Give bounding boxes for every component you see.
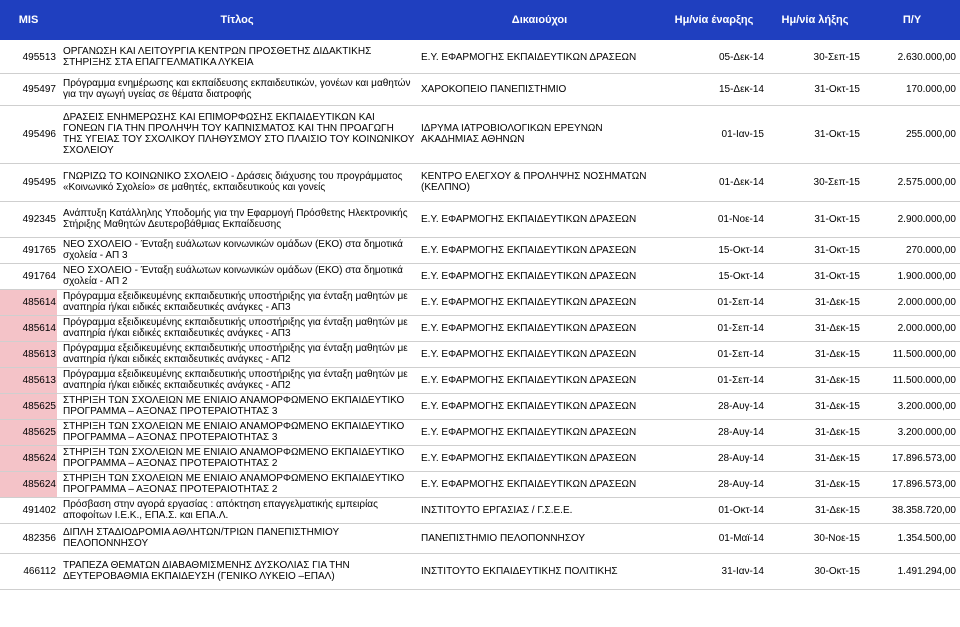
start-date-cell: 15-Οκτ-14 <box>662 263 766 289</box>
start-date-cell: 28-Αυγ-14 <box>662 471 766 497</box>
table-row <box>0 163 960 201</box>
title-cell: ΝΕΟ ΣΧΟΛΕΙΟ - Ένταξη ευάλωτων κοινωνικών ομάδων (ΕΚΟ) στα δημοτικά σχολεία - ΑΠ 3 <box>57 237 417 263</box>
title-cell: Πρόγραμμα εξειδικευμένης εκπαιδευτικής υποστήριξης για ένταξη μαθητών με αναπηρία ή/και ειδικές εκπαιδευτικές ανάγκες - ΑΠ3 <box>57 289 417 315</box>
start-date-cell: 01-Σεπ-14 <box>662 367 766 393</box>
mis-cell: 485614 <box>0 315 57 341</box>
end-date-cell: 31-Οκτ-15 <box>766 237 864 263</box>
title-cell: ΣΤΗΡΙΞΗ ΤΩΝ ΣΧΟΛΕΙΩΝ ΜΕ ΕΝΙΑΙΟ ΑΝΑΜΟΡΦΩΜΕΝΟ ΕΚΠΑΙΔΕΥΤΙΚΟ ΠΡΟΓΡΑΜΜΑ – ΑΞΟΝΑΣ ΠΡΟΤΕΡΑΙΟΤΗΤΑΣ 2 <box>57 471 417 497</box>
end-date-cell: 30-Σεπ-15 <box>766 163 864 201</box>
budget-cell: 2.630.000,00 <box>864 41 960 73</box>
end-date-cell: 31-Δεκ-15 <box>766 289 864 315</box>
title-cell: ΣΤΗΡΙΞΗ ΤΩΝ ΣΧΟΛΕΙΩΝ ΜΕ ΕΝΙΑΙΟ ΑΝΑΜΟΡΦΩΜΕΝΟ ΕΚΠΑΙΔΕΥΤΙΚΟ ΠΡΟΓΡΑΜΜΑ – ΑΞΟΝΑΣ ΠΡΟΤΕΡΑΙΟΤΗΤΑΣ 3 <box>57 419 417 445</box>
beneficiary-cell: ΧΑΡΟΚΟΠΕΙΟ ΠΑΝΕΠΙΣΤΗΜΙΟ <box>417 73 662 105</box>
title-cell: Πρόσβαση στην αγορά εργασίας : απόκτηση επαγγελματικής εμπειρίας αποφοίτων Ι.Ε.Κ., ΕΠΑ.Σ. και ΕΠΑ.Λ. <box>57 497 417 523</box>
mis-cell: 492345 <box>0 201 57 237</box>
end-date-cell: 31-Δεκ-15 <box>766 341 864 367</box>
mis-cell: 485624 <box>0 471 57 497</box>
mis-cell: 491764 <box>0 263 57 289</box>
start-date-cell: 31-Ιαν-14 <box>662 553 766 589</box>
beneficiary-cell: Ε.Υ. ΕΦΑΡΜΟΓΗΣ ΕΚΠΑΙΔΕΥΤΙΚΩΝ ΔΡΑΣΕΩΝ <box>417 471 662 497</box>
budget-cell: 11.500.000,00 <box>864 341 960 367</box>
table-row <box>0 419 960 445</box>
start-date-cell: 01-Σεπ-14 <box>662 341 766 367</box>
budget-cell: 3.200.000,00 <box>864 419 960 445</box>
table-row <box>0 201 960 237</box>
mis-cell: 491765 <box>0 237 57 263</box>
header-mis: MIS <box>0 0 57 41</box>
beneficiary-cell: Ε.Υ. ΕΦΑΡΜΟΓΗΣ ΕΚΠΑΙΔΕΥΤΙΚΩΝ ΔΡΑΣΕΩΝ <box>417 367 662 393</box>
title-cell: ΣΤΗΡΙΞΗ ΤΩΝ ΣΧΟΛΕΙΩΝ ΜΕ ΕΝΙΑΙΟ ΑΝΑΜΟΡΦΩΜΕΝΟ ΕΚΠΑΙΔΕΥΤΙΚΟ ΠΡΟΓΡΑΜΜΑ – ΑΞΟΝΑΣ ΠΡΟΤΕΡΑΙΟΤΗΤΑΣ 2 <box>57 445 417 471</box>
beneficiary-cell: Ε.Υ. ΕΦΑΡΜΟΓΗΣ ΕΚΠΑΙΔΕΥΤΙΚΩΝ ΔΡΑΣΕΩΝ <box>417 237 662 263</box>
title-cell: Πρόγραμμα εξειδικευμένης εκπαιδευτικής υποστήριξης για ένταξη μαθητών με αναπηρία ή/και ειδικές εκπαιδευτικές ανάγκες - ΑΠ2 <box>57 341 417 367</box>
title-cell: Πρόγραμμα εξειδικευμένης εκπαιδευτικής υποστήριξης για ένταξη μαθητών με αναπηρία ή/και ειδικές εκπαιδευτικές ανάγκες - ΑΠ3 <box>57 315 417 341</box>
title-cell: Πρόγραμμα εξειδικευμένης εκπαιδευτικής υποστήριξης για ένταξη μαθητών με αναπηρία ή/και ειδικές εκπαιδευτικές ανάγκες - ΑΠ2 <box>57 367 417 393</box>
beneficiary-cell: ΙΝΣΤΙΤΟΥΤΟ ΕΡΓΑΣΙΑΣ / Γ.Σ.Ε.Ε. <box>417 497 662 523</box>
budget-cell: 255.000,00 <box>864 105 960 163</box>
table-row <box>0 523 960 553</box>
beneficiary-cell: Ε.Υ. ΕΦΑΡΜΟΓΗΣ ΕΚΠΑΙΔΕΥΤΙΚΩΝ ΔΡΑΣΕΩΝ <box>417 289 662 315</box>
beneficiary-cell: ΙΝΣΤΙΤΟΥΤΟ ΕΚΠΑΙΔΕΥΤΙΚΗΣ ΠΟΛΙΤΙΚΗΣ <box>417 553 662 589</box>
mis-cell: 495495 <box>0 163 57 201</box>
start-date-cell: 01-Δεκ-14 <box>662 163 766 201</box>
end-date-cell: 31-Δεκ-15 <box>766 497 864 523</box>
start-date-cell: 28-Αυγ-14 <box>662 445 766 471</box>
budget-cell: 2.900.000,00 <box>864 201 960 237</box>
mis-cell: 485614 <box>0 289 57 315</box>
table-row <box>0 41 960 73</box>
start-date-cell: 01-Οκτ-14 <box>662 497 766 523</box>
table-row <box>0 315 960 341</box>
beneficiary-cell: Ε.Υ. ΕΦΑΡΜΟΓΗΣ ΕΚΠΑΙΔΕΥΤΙΚΩΝ ΔΡΑΣΕΩΝ <box>417 263 662 289</box>
budget-cell: 17.896.573,00 <box>864 471 960 497</box>
start-date-cell: 28-Αυγ-14 <box>662 393 766 419</box>
table-row <box>0 73 960 105</box>
beneficiary-cell: Ε.Υ. ΕΦΑΡΜΟΓΗΣ ΕΚΠΑΙΔΕΥΤΙΚΩΝ ΔΡΑΣΕΩΝ <box>417 41 662 73</box>
end-date-cell: 30-Νοε-15 <box>766 523 864 553</box>
beneficiary-cell: Ε.Υ. ΕΦΑΡΜΟΓΗΣ ΕΚΠΑΙΔΕΥΤΙΚΩΝ ΔΡΑΣΕΩΝ <box>417 201 662 237</box>
table-row <box>0 393 960 419</box>
table-row <box>0 497 960 523</box>
header-row <box>0 0 960 41</box>
budget-cell: 3.200.000,00 <box>864 393 960 419</box>
end-date-cell: 31-Οκτ-15 <box>766 73 864 105</box>
title-cell: ΔΡΑΣΕΙΣ ΕΝΗΜΕΡΩΣΗΣ ΚΑΙ ΕΠΙΜΟΡΦΩΣΗΣ ΕΚΠΑΙΔΕΥΤΙΚΩΝ ΚΑΙ ΓΟΝΕΩΝ ΓΙΑ ΤΗΝ ΠΡΟΛΗΨΗ ΤΟΥ ΚΑΠΝΙΣΜΑΤΟΣ ΚΑΙ ΤΗΝ ΠΡΟΑΓΩΓΗ ΤΗΣ ΥΓΕΙΑΣ ΤΟΥ ΣΧΟΛΙΚΟΥ ΠΛΗΘΥΣΜΟΥ ΣΤΟ ΠΛΑΙΣΙΟ ΤΟΥ ΚΟΙΝΩΝΙΚΟΥ ΣΧΟΛΕΙΟΥ <box>57 105 417 163</box>
end-date-cell: 31-Οκτ-15 <box>766 105 864 163</box>
beneficiary-cell: Ε.Υ. ΕΦΑΡΜΟΓΗΣ ΕΚΠΑΙΔΕΥΤΙΚΩΝ ΔΡΑΣΕΩΝ <box>417 419 662 445</box>
header-title: Τίτλος <box>57 0 417 41</box>
table-row <box>0 341 960 367</box>
title-cell: Πρόγραμμα ενημέρωσης και εκπαίδευσης εκπαιδευτικών, γονέων και μαθητών για την αγωγή υγείας σε θέματα διατροφής <box>57 73 417 105</box>
title-cell: ΓΝΩΡΙΖΩ ΤΟ ΚΟΙΝΩΝΙΚΟ ΣΧΟΛΕΙΟ - Δράσεις διάχυσης του προγράμματος «Κοινωνικό Σχολείο» σε μαθητές, εκπαιδευτικούς και γονείς <box>57 163 417 201</box>
budget-cell: 1.354.500,00 <box>864 523 960 553</box>
end-date-cell: 31-Δεκ-15 <box>766 471 864 497</box>
title-cell: ΣΤΗΡΙΞΗ ΤΩΝ ΣΧΟΛΕΙΩΝ ΜΕ ΕΝΙΑΙΟ ΑΝΑΜΟΡΦΩΜΕΝΟ ΕΚΠΑΙΔΕΥΤΙΚΟ ΠΡΟΓΡΑΜΜΑ – ΑΞΟΝΑΣ ΠΡΟΤΕΡΑΙΟΤΗΤΑΣ 3 <box>57 393 417 419</box>
start-date-cell: 01-Νοε-14 <box>662 201 766 237</box>
end-date-cell: 31-Δεκ-15 <box>766 315 864 341</box>
end-date-cell: 31-Οκτ-15 <box>766 201 864 237</box>
end-date-cell: 30-Σεπ-15 <box>766 41 864 73</box>
budget-cell: 11.500.000,00 <box>864 367 960 393</box>
header-beneficiaries: Δικαιούχοι <box>417 0 662 41</box>
table-row <box>0 289 960 315</box>
mis-cell: 495496 <box>0 105 57 163</box>
budget-cell: 17.896.573,00 <box>864 445 960 471</box>
end-date-cell: 31-Δεκ-15 <box>766 393 864 419</box>
beneficiary-cell: Ε.Υ. ΕΦΑΡΜΟΓΗΣ ΕΚΠΑΙΔΕΥΤΙΚΩΝ ΔΡΑΣΕΩΝ <box>417 315 662 341</box>
start-date-cell: 15-Δεκ-14 <box>662 73 766 105</box>
budget-cell: 2.000.000,00 <box>864 289 960 315</box>
table-row <box>0 471 960 497</box>
table-row <box>0 553 960 589</box>
end-date-cell: 31-Δεκ-15 <box>766 445 864 471</box>
budget-cell: 170.000,00 <box>864 73 960 105</box>
title-cell: ΝΕΟ ΣΧΟΛΕΙΟ - Ένταξη ευάλωτων κοινωνικών ομάδων (ΕΚΟ) στα δημοτικά σχολεία - ΑΠ 2 <box>57 263 417 289</box>
start-date-cell: 01-Σεπ-14 <box>662 315 766 341</box>
start-date-cell: 01-Ιαν-15 <box>662 105 766 163</box>
title-cell: ΟΡΓΑΝΩΣΗ ΚΑΙ ΛΕΙΤΟΥΡΓΙΑ ΚΕΝΤΡΩΝ ΠΡΟΣΘΕΤΗΣ ΔΙΔΑΚΤΙΚΗΣ ΣΤΗΡΙΞΗΣ ΣΤΑ ΕΠΑΓΓΕΛΜΑΤΙΚΑ ΛΥΚΕΙΑ <box>57 41 417 73</box>
mis-cell: 482356 <box>0 523 57 553</box>
mis-cell: 485613 <box>0 341 57 367</box>
budget-cell: 1.900.000,00 <box>864 263 960 289</box>
header-start-date: Ημ/νία έναρξης <box>662 0 766 41</box>
start-date-cell: 01-Μαϊ-14 <box>662 523 766 553</box>
budget-cell: 2.575.000,00 <box>864 163 960 201</box>
mis-cell: 491402 <box>0 497 57 523</box>
title-cell: ΤΡΑΠΕΖΑ ΘΕΜΑΤΩΝ ΔΙΑΒΑΘΜΙΣΜΕΝΗΣ ΔΥΣΚΟΛΙΑΣ ΓΙΑ ΤΗΝ ΔΕΥΤΕΡΟΒΑΘΜΙΑ ΕΚΠΑΙΔΕΥΣΗ (ΓΕΝΙΚΟ ΛΥΚΕΙΟ –ΕΠΑΛ) <box>57 553 417 589</box>
start-date-cell: 15-Οκτ-14 <box>662 237 766 263</box>
beneficiary-cell: ΠΑΝΕΠΙΣΤΗΜΙΟ ΠΕΛΟΠΟΝΝΗΣΟΥ <box>417 523 662 553</box>
header-budget: Π/Υ <box>864 0 960 41</box>
end-date-cell: 31-Οκτ-15 <box>766 263 864 289</box>
mis-cell: 495497 <box>0 73 57 105</box>
title-cell: ΔΙΠΛΗ ΣΤΑΔΙΟΔΡΟΜΙΑ ΑΘΛΗΤΩΝ/ΤΡΙΩΝ ΠΑΝΕΠΙΣΤΗΜΙΟΥ ΠΕΛΟΠΟΝΝΗΣΟΥ <box>57 523 417 553</box>
mis-cell: 466112 <box>0 553 57 589</box>
mis-cell: 485613 <box>0 367 57 393</box>
table-row <box>0 105 960 163</box>
header-end-date: Ημ/νία λήξης <box>766 0 864 41</box>
beneficiary-cell: Ε.Υ. ΕΦΑΡΜΟΓΗΣ ΕΚΠΑΙΔΕΥΤΙΚΩΝ ΔΡΑΣΕΩΝ <box>417 341 662 367</box>
start-date-cell: 28-Αυγ-14 <box>662 419 766 445</box>
beneficiary-cell: ΚΕΝΤΡΟ ΕΛΕΓΧΟΥ & ΠΡΟΛΗΨΗΣ ΝΟΣΗΜΑΤΩΝ (ΚΕΛΠΝΟ) <box>417 163 662 201</box>
beneficiary-cell: Ε.Υ. ΕΦΑΡΜΟΓΗΣ ΕΚΠΑΙΔΕΥΤΙΚΩΝ ΔΡΑΣΕΩΝ <box>417 393 662 419</box>
budget-cell: 270.000,00 <box>864 237 960 263</box>
beneficiary-cell: Ε.Υ. ΕΦΑΡΜΟΓΗΣ ΕΚΠΑΙΔΕΥΤΙΚΩΝ ΔΡΑΣΕΩΝ <box>417 445 662 471</box>
start-date-cell: 01-Σεπ-14 <box>662 289 766 315</box>
budget-cell: 1.491.294,00 <box>864 553 960 589</box>
start-date-cell: 05-Δεκ-14 <box>662 41 766 73</box>
mis-cell: 485624 <box>0 445 57 471</box>
mis-cell: 485625 <box>0 419 57 445</box>
end-date-cell: 30-Οκτ-15 <box>766 553 864 589</box>
budget-cell: 2.000.000,00 <box>864 315 960 341</box>
table-row <box>0 237 960 263</box>
end-date-cell: 31-Δεκ-15 <box>766 367 864 393</box>
mis-cell: 495513 <box>0 41 57 73</box>
budget-cell: 38.358.720,00 <box>864 497 960 523</box>
table-row <box>0 445 960 471</box>
mis-cell: 485625 <box>0 393 57 419</box>
table-row <box>0 263 960 289</box>
end-date-cell: 31-Δεκ-15 <box>766 419 864 445</box>
beneficiary-cell: ΙΔΡΥΜΑ ΙΑΤΡΟΒΙΟΛΟΓΙΚΩΝ ΕΡΕΥΝΩΝ ΑΚΑΔΗΜΙΑΣ ΑΘΗΝΩΝ <box>417 105 662 163</box>
table-row <box>0 367 960 393</box>
title-cell: Ανάπτυξη Κατάλληλης Υποδομής για την Εφαρμογή Πρόσθετης Ηλεκτρονικής Στήριξης Μαθητών Δευτεροβάθμιας Εκπαίδευσης <box>57 201 417 237</box>
